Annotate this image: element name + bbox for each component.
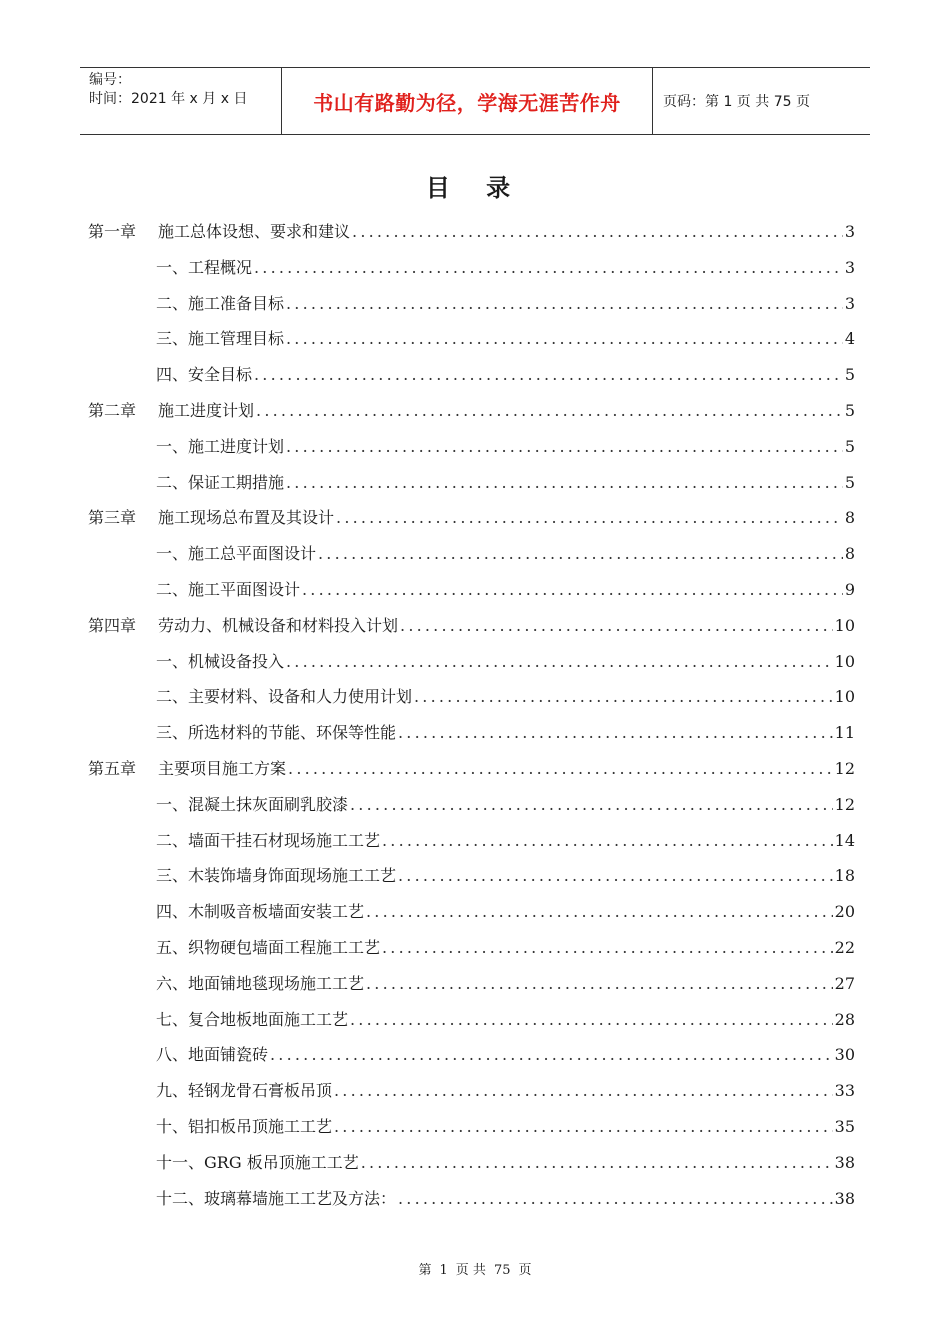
toc-page-number: 12 [834,794,855,814]
toc-leader-dots [350,795,833,814]
toc-section-entry[interactable] [88,1114,855,1150]
toc-section-entry[interactable] [88,541,855,577]
toc-entry-text: 八、地面铺瓷砖 [156,1045,269,1065]
toc-entry-label [156,434,284,457]
toc-leader-dots [350,1010,833,1029]
toc-page-number: 18 [834,866,855,886]
toc-page-number: 38 [834,1152,855,1172]
toc-entry-label [156,828,380,851]
toc-entry-label [88,219,350,242]
toc-chapter-entry[interactable] [88,756,855,792]
toc-entry-label [156,1114,332,1137]
toc-page-number: 8 [844,508,855,528]
toc-entry-label [156,1078,332,1101]
toc-entry-text: 三、木装饰墙身饰面现场施工工艺 [156,866,397,886]
footer-total-pages: 75 [493,1263,511,1278]
toc-entry-label [156,362,252,385]
toc-entry-text: 五、织物硬包墙面工程施工工艺 [156,937,381,957]
toc-leader-dots [398,866,833,885]
toc-section-entry[interactable] [88,1150,855,1186]
toc-entry-text: 四、安全目标 [156,365,253,385]
toc-entry-label [156,649,284,672]
toc-page-number: 35 [834,1116,855,1136]
toc-entry-text: 十二、玻璃幕墙施工工艺及方法： [156,1188,397,1208]
table-of-contents [88,219,855,1221]
toc-section-entry[interactable] [88,863,855,899]
toc-page-number: 14 [834,830,855,850]
toc-entry-text: 四、木制吸音板墙面安装工艺 [156,902,365,922]
toc-page-number: 3 [844,293,855,313]
toc-entry-label [156,720,396,743]
toc-entry-text: 二、墙面干挂石材现场施工工艺 [156,830,381,850]
toc-leader-dots [352,222,843,241]
toc-chapter-number: 第五章 [88,758,137,778]
toc-entry-text: 三、所选材料的节能、环保等性能 [156,723,397,743]
toc-leader-dots [382,831,833,850]
toc-section-entry[interactable] [88,1186,855,1222]
toc-section-entry[interactable] [88,828,855,864]
toc-section-entry[interactable] [88,255,855,291]
toc-entry-label [88,505,334,528]
toc-page-number: 38 [834,1188,855,1208]
toc-chapter-entry[interactable] [88,613,855,649]
toc-entry-text: 二、施工平面图设计 [156,579,301,599]
toc-chapter-entry[interactable] [88,505,855,541]
footer-suffix: 页 [518,1263,532,1278]
toc-section-entry[interactable] [88,577,855,613]
document-date: 时间：2021 年 x 月 x 日 [89,91,248,107]
toc-entry-label [156,899,364,922]
toc-leader-dots [302,580,843,599]
toc-entry-label [88,613,398,636]
toc-leader-dots [286,652,833,671]
toc-chapter-number: 第三章 [88,508,137,528]
toc-page-number: 9 [844,579,855,599]
toc-leader-dots [334,1117,833,1136]
toc-leader-dots [382,938,833,957]
toc-section-entry[interactable] [88,326,855,362]
toc-page-number: 12 [834,758,855,778]
toc-section-entry[interactable] [88,720,855,756]
toc-page-number: 11 [834,723,855,743]
toc-title: 目 录 [425,173,525,202]
toc-entry-text: 三、施工管理目标 [156,329,285,349]
toc-leader-dots [400,616,833,635]
toc-page-number: 4 [844,329,855,349]
toc-leader-dots [414,687,833,706]
toc-section-entry[interactable] [88,935,855,971]
toc-section-entry[interactable] [88,1007,855,1043]
toc-entry-text: 十、铝扣板吊顶施工工艺 [156,1116,333,1136]
toc-section-entry[interactable] [88,684,855,720]
toc-entry-label [156,326,284,349]
toc-entry-text: 施工进度计划 [158,400,255,420]
toc-entry-text: 一、工程概况 [156,257,253,277]
toc-page-number: 33 [834,1081,855,1101]
toc-leader-dots [256,401,843,420]
toc-entry-text: 七、复合地板地面施工工艺 [156,1009,349,1029]
toc-leader-dots [254,365,843,384]
toc-section-entry[interactable] [88,899,855,935]
toc-entry-text: 一、机械设备投入 [156,651,285,671]
toc-entry-label [156,255,252,278]
toc-leader-dots [336,508,843,527]
toc-leader-dots [286,329,843,348]
toc-entry-label [156,1042,268,1065]
toc-page-number: 10 [834,615,855,635]
footer-current-page: 1 [439,1263,448,1278]
toc-leader-dots [398,1189,833,1208]
toc-entry-label [156,1007,348,1030]
toc-page-number: 27 [834,973,855,993]
toc-entry-label [88,398,254,421]
toc-leader-dots [254,258,843,277]
toc-entry-label [156,1150,359,1173]
toc-entry-label [156,1186,396,1209]
toc-page-number: 10 [834,651,855,671]
toc-entry-label [156,470,284,493]
toc-entry-text: 施工现场总布置及其设计 [158,508,335,528]
toc-entry-label [156,541,316,564]
toc-entry-label [156,577,300,600]
toc-chapter-number: 第一章 [88,222,137,241]
toc-leader-dots [334,1081,833,1100]
toc-entry-text: 一、施工进度计划 [156,436,285,456]
toc-entry-label [156,971,364,994]
toc-entry-text: 劳动力、机械设备和材料投入计划 [158,615,399,635]
toc-leader-dots [288,759,833,778]
toc-chapter-number: 第四章 [88,615,137,635]
toc-page-number: 3 [844,257,855,277]
toc-entry-label [156,684,412,707]
toc-page-number: 8 [844,544,855,564]
toc-section-entry[interactable] [88,649,855,685]
toc-page-number: 5 [844,436,855,456]
toc-page-number: 5 [844,472,855,492]
toc-page-number: 20 [834,902,855,922]
toc-page-number: 22 [834,937,855,957]
toc-page-number: 30 [834,1045,855,1065]
toc-entry-text: 主要项目施工方案 [158,758,287,778]
toc-entry-text: 二、保证工期措施 [156,472,285,492]
toc-section-entry[interactable] [88,434,855,470]
toc-chapter-entry[interactable] [88,398,855,434]
toc-leader-dots [270,1045,833,1064]
toc-page-number: 5 [844,365,855,385]
page-header [80,67,870,135]
toc-section-entry[interactable] [88,792,855,828]
toc-entry-label [156,291,284,314]
toc-entry-label [88,756,286,779]
toc-section-entry[interactable] [88,1042,855,1078]
toc-entry-text: 二、施工准备目标 [156,293,285,313]
toc-entry-label [156,935,380,958]
header-motto: 书山有路勤为径，学海无涯苦作舟 [313,90,621,115]
toc-leader-dots [366,974,833,993]
toc-chapter-number: 第二章 [88,400,137,420]
toc-section-entry[interactable] [88,971,855,1007]
toc-entry-text: 二、主要材料、设备和人力使用计划 [156,687,413,707]
toc-leader-dots [286,294,843,313]
toc-section-entry[interactable] [88,470,855,506]
toc-leader-dots [361,1153,833,1172]
toc-leader-dots [366,902,833,921]
toc-entry-label [156,863,396,886]
toc-page-number: 10 [834,687,855,707]
toc-page-number: 5 [844,400,855,420]
toc-leader-dots [286,473,843,492]
toc-entry-text: 一、混凝土抹灰面刷乳胶漆 [156,794,349,814]
toc-section-entry[interactable] [88,362,855,398]
footer-mid: 页 共 [455,1263,486,1278]
toc-page-number: 3 [844,222,855,241]
header-page-info: 页码：第 1 页 共 75 页 [663,94,810,110]
toc-leader-dots [318,544,843,563]
page-footer [0,1259,950,1278]
footer-prefix: 第 [418,1263,432,1278]
toc-section-entry[interactable] [88,1078,855,1114]
header-motto-cell [282,68,653,134]
document-number-label: 编号： [89,72,131,88]
toc-leader-dots [398,723,833,742]
toc-section-entry[interactable] [88,291,855,327]
toc-entry-text: 六、地面铺地毯现场施工工艺 [156,973,365,993]
toc-page-number: 28 [834,1009,855,1029]
toc-entry-text: 一、施工总平面图设计 [156,544,317,564]
toc-entry-text: 十一、GRG 板吊顶施工工艺 [156,1152,359,1172]
header-meta [80,68,282,134]
toc-entry-text: 九、轻钢龙骨石膏板吊顶 [156,1081,333,1101]
toc-entry-label [156,792,348,815]
toc-chapter-entry[interactable] [88,219,855,255]
toc-entry-text: 施工总体设想、要求和建议 [158,222,351,241]
toc-leader-dots [286,437,843,456]
